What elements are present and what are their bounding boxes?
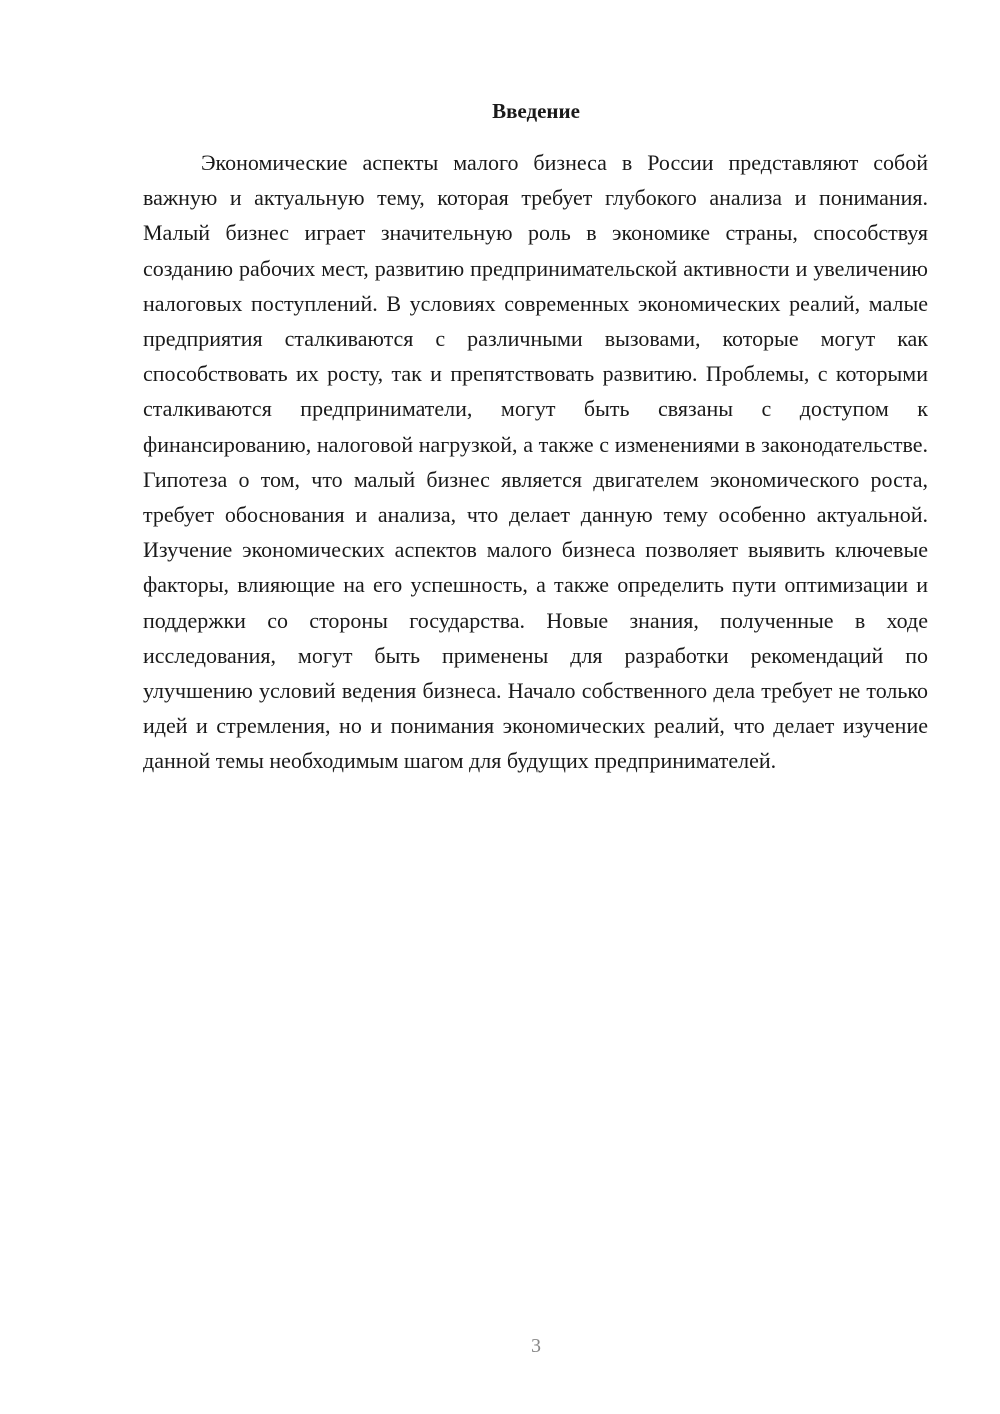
section-heading: Введение [492, 99, 580, 123]
body-paragraph: Экономические аспекты малого бизнеса в России представляют собой важную и актуальную тему, которая требует глубокого анализа и понимания. Малый бизнес играет значительную роль в экономике страны, способствуя созданию рабочих мест, развитию предпринимательской активности и увеличению налоговых поступлений. В условиях современных экономических реалий, малые предприятия сталкиваются с различными вызовами, которые могут как способствовать их росту, так и препятствовать развитию. Проблемы, с которыми сталкиваются предприниматели, могут быть связаны с доступом к финансированию, налоговой нагрузкой, а также с изменениями в законодательстве. Гипотеза о том, что малый бизнес является двигателем экономического роста, требует обоснования и анализа, что делает данную тему особенно актуальной. Изучение экономических аспектов малого бизнеса позволяет выявить ключевые факторы, влияющие на его успешность, а также определить пути оптимизации и поддержки со стороны государства. Новые знания, полученные в ходе исследования, могут быть применены для разработки рекомендаций по улучшению условий ведения бизнеса. Начало собственного дела требует не только идей и стремления, но и понимания экономических реалий, что делает изучение данной темы необходимым шагом для будущих предпринимателей. [143, 150, 928, 774]
page-number: 3 [531, 1335, 541, 1357]
